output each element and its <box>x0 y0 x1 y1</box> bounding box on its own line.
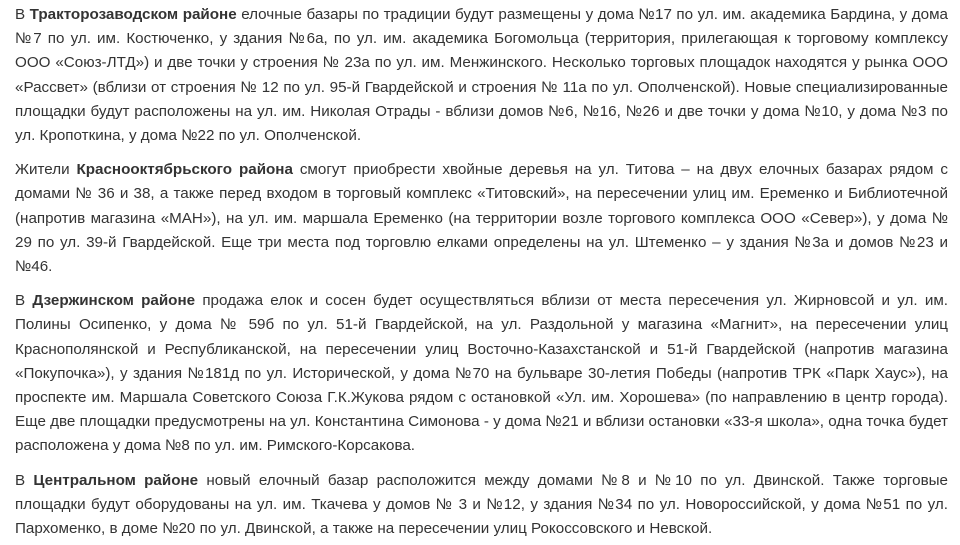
paragraph-intro: Жители <box>15 161 77 179</box>
paragraph-body: елочные базары по традиции будут размещены у дома №17 по ул. им. академика Бардина, у дома №7 по ул. им. Костюченко, у здания №6а, по ул. им. академика Богомольца (территория, прилегающая к торговому комплексу ООО «Союз-ЛТД») и две точки у строения № 23а по ул. им. Менжинского. Несколько торговых площадок находятся у рынка ООО «Рассвет» (вблизи от строения № 12 по ул. 95-й Гвардейской и строения № 11а по ул. Ополченской). Новые специализированные площадки будут расположены на ул. им. Николая Отрады - вблизи домов №6, №16, №26 и две точки у дома №10, у дома №3 по ул. Кропоткина, у дома №22 по ул. Ополченской. <box>15 6 948 145</box>
paragraph-intro: В <box>15 292 33 310</box>
district-name: Центральном районе <box>33 471 199 489</box>
paragraph-body: продажа елок и сосен будет осуществляться вблизи от места пересечения ул. Жирновсой и ул. им. Полины Осипенко, у дома № 59б по ул. 51-й Гвардейской, на ул. Раздольной у магазина «Магнит», на пересечении улиц Краснополянской и Республиканской, на пересечении улиц Восточно-Казахстанской и 51-й Гвардейской (напротив магазина «Покупочка»), у здания №181д по ул. Исторической, у дома №70 на бульваре 30-летия Победы (напротив ТРК «Парк Хаус»), на проспекте им. Маршала Советского Союза Г.К.Жукова рядом с остановкой «Ул. им. Хорошева» (по направлению в центр города). Еще две площадки предусмотрены на ул. Константина Симонова - у дома №21 и вблизи остановки «33-я школа», одна точка будет расположена у дома №8 по ул. им. Римского-Корсакова. <box>15 292 948 455</box>
paragraph-krasnooktyabrsky <box>15 158 948 279</box>
paragraph-body: новый елочный базар расположится между домами №8 и №10 по ул. Двинской. Также торговые площадки будут оборудованы на ул. им. Ткачева у домов № 3 и №12, у здания №34 по ул. Новороссийской, у дома №51 по ул. Пархоменко, в доме №20 по ул. Двинской, а также на пересечении улиц Рокоссовского и Невской. <box>15 471 948 538</box>
paragraph-body: смогут приобрести хвойные деревья на ул. Титова – на двух елочных базарах рядом с домами № 36 и 38, а также перед входом в торговый комплекс «Титовский», на пересечении улиц им. Еременко и Библиотечной (напротив магазина «МАН»), на ул. им. маршала Еременко (на территории возле торгового комплекса ООО «Север»), у дома № 29 по ул. 39-й Гвардейской. Еще три места под торговлю елками определены на ул. Штеменко – у здания №3а и домов №23 и №46. <box>15 161 948 276</box>
paragraph-intro: В <box>15 471 34 489</box>
district-name: Дзержинском районе <box>32 292 196 310</box>
district-name: Тракторозаводском районе <box>29 6 237 23</box>
paragraph-tsentralny <box>15 469 948 542</box>
paragraph-dzerzhinsky <box>15 289 948 458</box>
paragraph-traktorozavodsky <box>15 3 948 148</box>
paragraph-intro: В <box>15 6 30 23</box>
district-name: Краснооктябрьского района <box>76 161 293 179</box>
